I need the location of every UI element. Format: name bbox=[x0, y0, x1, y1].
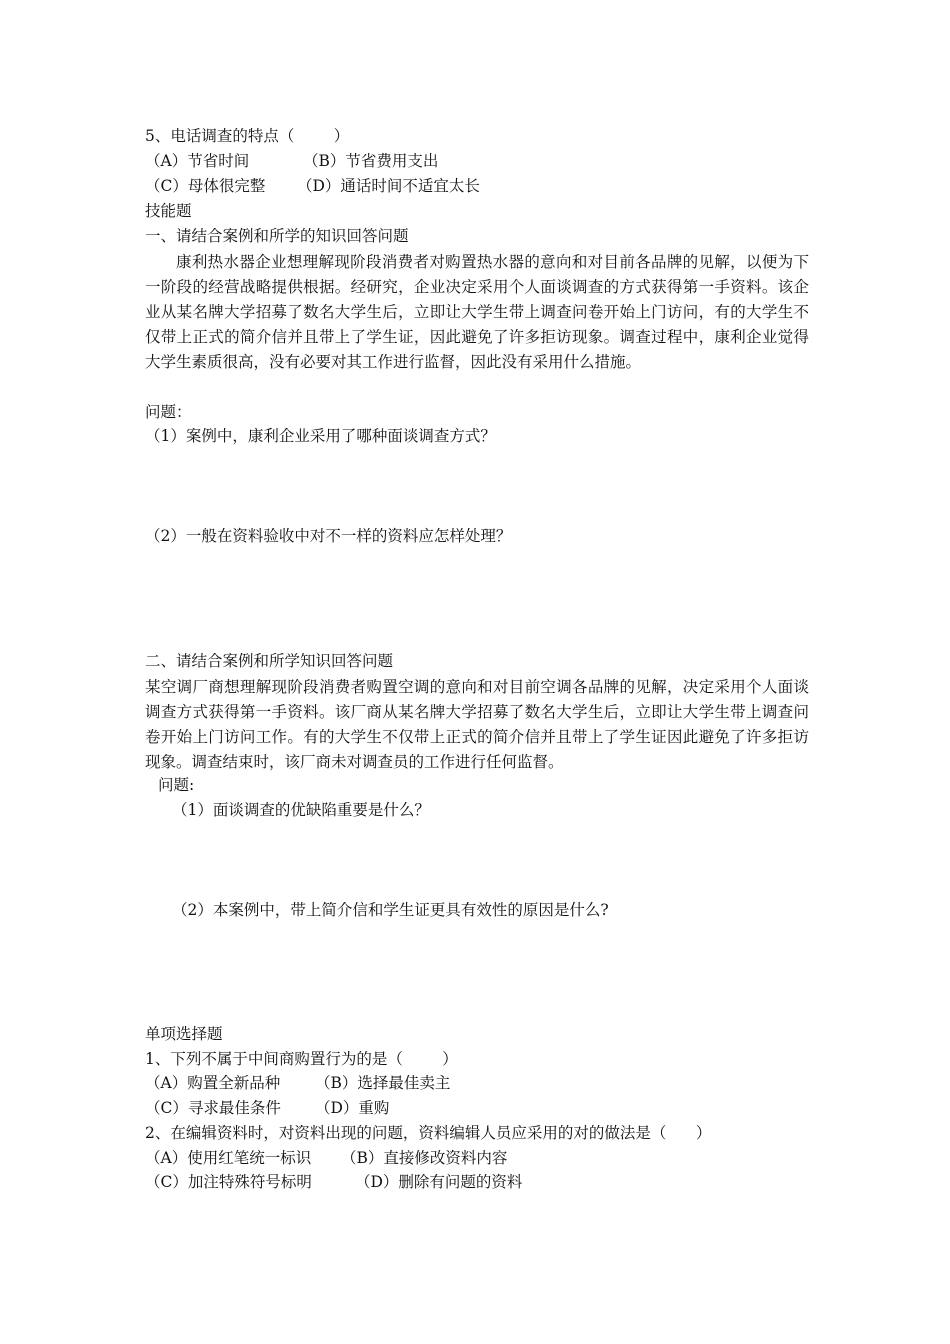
sc-q2-option-c: （C）加注特殊符号标明 bbox=[145, 1173, 312, 1191]
sc-q2-options-row-1 bbox=[145, 1146, 507, 1170]
sc-q1-stem: 1、下列不属于中间商购置行为的是（ ） bbox=[145, 1050, 458, 1068]
case2-question-2: （2）本案例中，带上简介信和学生证更具有效性的原因是什么? bbox=[172, 901, 609, 919]
q5-options-row-2 bbox=[145, 174, 480, 198]
sc-q2-option-b: （B）直接修改资料内容 bbox=[341, 1149, 508, 1167]
q5-stem: 5、电话调查的特点（ ） bbox=[145, 127, 350, 145]
q5-option-c: （C）母体很完整 bbox=[145, 177, 266, 195]
sc-q1-options-row-2 bbox=[145, 1096, 389, 1120]
sc-q1-options-row-1 bbox=[145, 1071, 450, 1095]
case1-body: 康利热水器企业想理解现阶段消费者对购置热水器的意向和对目前各品牌的见解，以便为下一阶段的经营战略提供根据。经研究，企业决定采用个人面谈调查的方式获得第一手资料。该企业从某名牌大学招募了数名大学生后，立即让大学生带上调查问卷开始上门访问，有的大学生不仅带上正式的简介信并且带上了学生证，因此避免了许多拒访现象。调查过程中，康利企业觉得大学生素质很高，没有必要对其工作进行监督，因此没有采用什么措施。 bbox=[145, 253, 809, 371]
q5-option-b: （B）节省费用支出 bbox=[303, 152, 439, 170]
case2-body: 某空调厂商想理解现阶段消费者购置空调的意向和对目前空调各品牌的见解，决定采用个人面谈调查方式获得第一手资料。该厂商从某名牌大学招募了数名大学生后，立即让大学生带上调查问卷开始上门访问工作。有的大学生不仅带上正式的简介信并且带上了学生证因此避免了许多拒访现象。调查结束时，该厂商未对调查员的工作进行任何监督。 bbox=[145, 678, 809, 771]
case1-title: 一、请结合案例和所学的知识回答问题 bbox=[145, 227, 409, 245]
single-choice-heading: 单项选择题 bbox=[145, 1025, 223, 1043]
case2-title: 二、请结合案例和所学知识回答问题 bbox=[145, 652, 394, 670]
case2-question-1: （1）面谈调查的优缺陷重要是什么？ bbox=[172, 801, 430, 819]
case1-question-1: （1）案例中，康利企业采用了哪种面谈调查方式？ bbox=[145, 427, 496, 445]
sc-q1-option-c: （C）寻求最佳条件 bbox=[145, 1099, 281, 1117]
sc-q1-option-b: （B）选择最佳卖主 bbox=[315, 1074, 451, 1092]
case1-question-label: 问题： bbox=[145, 403, 192, 421]
sc-q2-option-a: （A）使用红笔统一标识 bbox=[145, 1149, 312, 1167]
sc-q1-option-d: （D）重购 bbox=[315, 1099, 390, 1117]
q5-option-a: （A）节省时间 bbox=[145, 152, 250, 170]
skills-heading: 技能题 bbox=[145, 202, 192, 220]
sc-q1-option-a: （A）购置全新品种 bbox=[145, 1074, 281, 1092]
case1-question-2: （2）一般在资料验收中对不一样的资料应怎样处理？ bbox=[145, 527, 512, 545]
q5-options-row-1 bbox=[145, 149, 438, 173]
sc-q2-stem: 2、在编辑资料时，对资料出现的问题，资料编辑人员应采用的对的做法是（ ） bbox=[145, 1124, 712, 1142]
sc-q2-option-d: （D）删除有问题的资料 bbox=[355, 1173, 523, 1191]
q5-option-d: （D）通话时间不适宜太长 bbox=[297, 177, 480, 195]
case2-question-label: 问题: bbox=[158, 776, 195, 794]
sc-q2-options-row-2 bbox=[145, 1170, 522, 1194]
